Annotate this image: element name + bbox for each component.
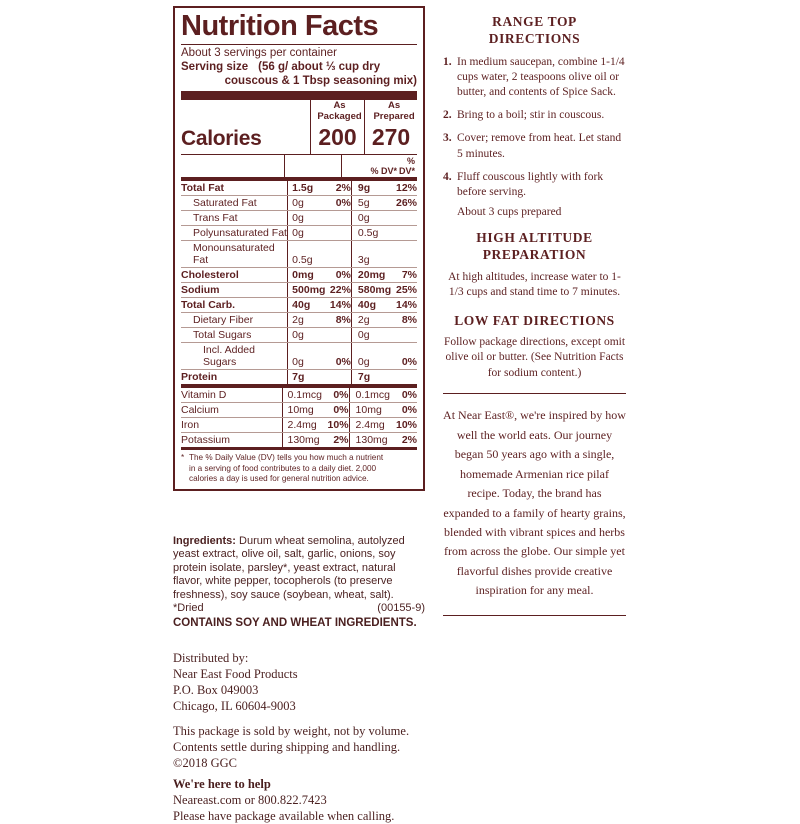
nutrient-dv-as-prepared: 0% (391, 343, 417, 370)
nutrient-row (181, 313, 417, 328)
directions-column (443, 14, 626, 616)
nutrient-value-as-prepared: 20mg (351, 268, 391, 283)
micronutrient-name: Calcium (181, 403, 283, 418)
micronutrient-value-as-prepared: 0.1mcg (349, 388, 390, 403)
serving-size-value: (56 g/ about ⅓ cup dry (258, 60, 381, 73)
ingredients-block (173, 535, 425, 630)
range-top-title-line-2: DIRECTIONS (488, 30, 581, 46)
nutrient-value-as-packaged: 0g (288, 226, 326, 241)
nutrient-name: Polyunsaturated Fat (181, 226, 288, 241)
nutrition-facts-panel (173, 6, 425, 491)
copyright-notice: ©2018 GGC (173, 756, 238, 770)
nutrient-name: Trans Fat (181, 211, 288, 226)
nutrient-row (181, 343, 417, 370)
product-code: (00155-9) (377, 602, 425, 615)
servings-per-container: About 3 servings per container (181, 46, 337, 59)
company-name: Near East Food Products (173, 667, 298, 681)
micronutrient-value-as-packaged: 0.1mcg (283, 388, 322, 403)
nutrient-name: Incl. Added Sugars (181, 343, 288, 370)
micronutrient-row (181, 388, 417, 403)
direction-step-number: 4. (443, 170, 452, 183)
low-fat-directions-title: LOW FAT DIRECTIONS (454, 312, 615, 328)
micronutrient-value-as-prepared: 130mg (349, 433, 390, 448)
micronutrient-name: Iron (181, 418, 283, 433)
nutrient-dv-as-packaged: 22% (325, 283, 351, 298)
dv-header-row (181, 155, 417, 177)
nutrient-value-as-packaged: 0g (288, 328, 326, 343)
nutrient-value-as-prepared: 0g (351, 328, 391, 343)
nutrient-dv-as-packaged (325, 241, 351, 268)
ingredients-label: Ingredients: (173, 535, 236, 547)
nutrient-dv-as-packaged: 0% (325, 268, 351, 283)
nutrient-value-as-packaged: 2g (288, 313, 326, 328)
micronutrient-row (181, 433, 417, 448)
nutrient-row (181, 328, 417, 343)
company-city-state-zip: Chicago, IL 60604-9003 (173, 699, 296, 713)
nutrient-dv-as-packaged (325, 226, 351, 241)
nutrient-dv-as-packaged: 8% (325, 313, 351, 328)
micronutrient-row (181, 418, 417, 433)
allergen-statement: CONTAINS SOY AND WHEAT INGREDIENTS. (173, 617, 417, 630)
company-po-box: P.O. Box 049003 (173, 683, 259, 697)
nutrient-dv-as-packaged: 0% (325, 196, 351, 211)
nutrient-value-as-packaged: 40g (288, 298, 326, 313)
range-top-directions-title (443, 14, 626, 48)
nutrient-dv-as-prepared: 25% (391, 283, 417, 298)
nutrient-dv-as-prepared: 14% (391, 298, 417, 313)
nutrient-dv-as-packaged: 14% (325, 298, 351, 313)
nutrient-value-as-prepared: 580mg (351, 283, 391, 298)
nutrient-row (181, 181, 417, 196)
as-prepared-header: As Prepared (365, 100, 417, 124)
direction-step (443, 108, 626, 123)
nutrient-name: Sodium (181, 283, 288, 298)
nutrient-value-as-prepared: 0g (351, 343, 391, 370)
nutrient-row (181, 226, 417, 241)
high-altitude-title (443, 230, 626, 264)
nutrient-dv-as-prepared: 7% (391, 268, 417, 283)
calories-label: Calories (181, 127, 262, 151)
nutrient-value-as-prepared: 3g (351, 241, 391, 268)
calories-as-packaged: 200 (310, 124, 364, 154)
nutrient-dv-as-prepared (391, 370, 417, 385)
nutrient-value-as-prepared: 7g (351, 370, 391, 385)
calories-section (181, 100, 417, 154)
ingredients-text: Durum wheat semolina, autolyzed yeast extract, olive oil, salt, garlic, onions, soy protein isolate, parsley*, yeast extract, natural flavor, white pepper, tocopherols (to preserve freshness), soy sauce (soybean, wheat, salt). (173, 535, 405, 601)
nutrient-row (181, 241, 417, 268)
nutrient-name: Cholesterol (181, 268, 288, 283)
micronutrient-dv-as-prepared: 0% (390, 403, 417, 418)
divider-thick-1 (181, 91, 417, 100)
micronutrient-dv-as-prepared: 2% (401, 434, 417, 447)
nutrition-facts-title: Nutrition Facts (181, 10, 379, 42)
micronutrient-dv-as-packaged: 10% (322, 418, 349, 433)
micronutrient-dv-as-packaged: 0% (322, 403, 349, 418)
nutrient-dv-as-packaged: 2% (325, 181, 351, 196)
nutrient-value-as-packaged: 0g (288, 343, 326, 370)
nutrient-value-as-packaged: 0g (288, 196, 326, 211)
micronutrient-row (181, 403, 417, 418)
nutrient-value-as-packaged: 1.5g (288, 181, 326, 196)
nutrient-dv-as-prepared: 8% (391, 313, 417, 328)
brand-divider-bottom (443, 615, 626, 616)
direction-step-text: Cover; remove from heat. Let stand 5 minutes. (457, 132, 622, 160)
nutrient-row (181, 196, 417, 211)
weight-notice-line-1: This package is sold by weight, not by volume. (173, 724, 410, 738)
nutrient-value-as-packaged: 0.5g (288, 241, 326, 268)
nutrient-dv-as-prepared: 12% (391, 181, 417, 196)
micronutrient-dv-as-prepared: 0% (390, 388, 417, 403)
nutrient-name: Total Carb. (181, 298, 288, 313)
direction-step-text: Bring to a boil; stir in couscous. (457, 109, 605, 122)
nutrient-value-as-prepared: 9g (351, 181, 391, 196)
nutrient-value-as-packaged: 7g (288, 370, 326, 385)
high-altitude-title-line-1: HIGH ALTITUDE (476, 230, 593, 246)
distributed-by-label: Distributed by: (173, 651, 249, 665)
nutrient-name: Dietary Fiber (181, 313, 288, 328)
nutrient-row (181, 283, 417, 298)
dv-header-a: % DV* (341, 155, 399, 177)
direction-step-number: 3. (443, 132, 452, 145)
serving-size-label: Serving size (181, 60, 249, 73)
micronutrient-value-as-packaged: 10mg (283, 403, 322, 418)
micronutrient-dv-as-packaged: 2% (333, 434, 349, 447)
nutrient-value-as-prepared: 0.5g (351, 226, 391, 241)
distributor-block (173, 650, 433, 824)
direction-step (443, 170, 626, 200)
high-altitude-title-line-2: PREPARATION (482, 247, 587, 262)
footnote-line-3: calories a day is used for general nutrition advice. (189, 473, 369, 483)
footnote-line-2: in a serving of food contributes to a daily diet. 2,000 (189, 463, 377, 473)
nutrient-row (181, 268, 417, 283)
nutrient-dv-as-prepared (391, 211, 417, 226)
calories-as-prepared: 270 (365, 124, 417, 154)
nutrient-value-as-prepared: 5g (351, 196, 391, 211)
direction-step-number: 1. (443, 55, 452, 68)
micronutrient-value-as-prepared: 10mg (349, 403, 390, 418)
nutrient-value-as-prepared: 40g (351, 298, 391, 313)
nutrient-name: Protein (181, 371, 218, 384)
nutrient-row (181, 298, 417, 313)
nutrient-row (181, 211, 417, 226)
range-top-steps (443, 55, 626, 200)
nutrient-dv-as-packaged (325, 328, 351, 343)
direction-step (443, 131, 626, 161)
nutrient-dv-as-prepared (391, 241, 417, 268)
direction-step-number: 2. (443, 109, 452, 122)
nutrition-facts-box (173, 6, 425, 491)
as-packaged-header: As Packaged (310, 100, 364, 124)
direction-step-text: Fluff couscous lightly with fork before serving. (457, 170, 604, 198)
micronutrient-dv-as-packaged: 0% (322, 388, 349, 403)
nutrient-name: Total Fat (181, 181, 288, 196)
micronutrient-name: Potassium (181, 434, 231, 447)
micronutrient-table (181, 388, 417, 447)
weight-notice-line-2: Contents settle during shipping and handling. (173, 740, 401, 754)
low-fat-text: Follow package directions, except omit olive oil or butter. (See Nutrition Facts for sodium content.) (443, 335, 626, 379)
daily-value-footnote: * The % Daily Value (DV) tells you how much a nutrient in a serving of food contributes to a daily diet. 2,000 calories a day is used for general nutrition advice. (181, 453, 384, 483)
nutrient-value-as-packaged: 0mg (288, 268, 326, 283)
nutrient-value-as-prepared: 2g (351, 313, 391, 328)
contact-info[interactable]: Neareast.com or 800.822.7423 (173, 793, 327, 807)
help-title: We're here to help (173, 777, 271, 791)
dv-header-b: % DV* (398, 156, 415, 177)
dried-note: *Dried (173, 602, 204, 615)
nutrient-dv-as-packaged (325, 211, 351, 226)
nutrient-value-as-packaged: 500mg (288, 283, 326, 298)
nutrient-dv-as-prepared (391, 328, 417, 343)
direction-step-text: In medium saucepan, combine 1-1/4 cups water, 2 teaspoons olive oil or butter, and contents of Spice Sack. (457, 55, 625, 99)
range-top-title-line-1: RANGE TOP (492, 14, 577, 29)
brand-divider-top (443, 393, 626, 394)
nutrient-dv-as-prepared: 26% (391, 196, 417, 211)
micronutrient-dv-as-prepared: 10% (390, 418, 417, 433)
serving-size-row (181, 61, 417, 75)
nutrient-value-as-packaged: 0g (288, 211, 326, 226)
brand-story-block (443, 393, 626, 615)
nutrient-row (181, 370, 417, 385)
micronutrient-value-as-prepared: 2.4mg (349, 418, 390, 433)
serving-size-value-2: couscous & 1 Tbsp seasoning mix) (224, 74, 417, 87)
direction-step (443, 55, 626, 101)
about-prepared-note: About 3 cups prepared (457, 206, 562, 219)
ingredients-code-line (173, 602, 425, 615)
nutrient-dv-as-packaged: 0% (325, 343, 351, 370)
nutrient-name: Saturated Fat (181, 196, 288, 211)
micronutrient-value-as-packaged: 130mg (283, 433, 322, 448)
nutrient-name: Total Sugars (181, 328, 288, 343)
nutrient-dv-as-packaged (325, 370, 351, 385)
nutrient-dv-as-prepared (391, 226, 417, 241)
high-altitude-text: At high altitudes, increase water to 1-1/3 cups and stand time to 7 minutes. (448, 270, 621, 299)
micronutrient-value-as-packaged: 2.4mg (283, 418, 322, 433)
footnote-line-1: The % Daily Value (DV) tells you how much a nutrient (189, 453, 384, 463)
contact-note: Please have package available when calling. (173, 809, 395, 823)
micronutrient-name: Vitamin D (181, 388, 283, 403)
brand-story-text: At Near East®, we're inspired by how well the world eats. Our journey began 50 years ago with a single, homemade Armenian rice pilaf recipe. Today, the brand has expanded to a family of hearty grains, blended with vibrant spices and herbs from across the globe. Our simple yet flavorful dishes provide creative inspiration for any meal. (443, 408, 626, 598)
nutrient-value-as-prepared: 0g (351, 211, 391, 226)
nutrient-table (181, 181, 417, 384)
nutrient-name: Monounsaturated Fat (181, 241, 288, 268)
